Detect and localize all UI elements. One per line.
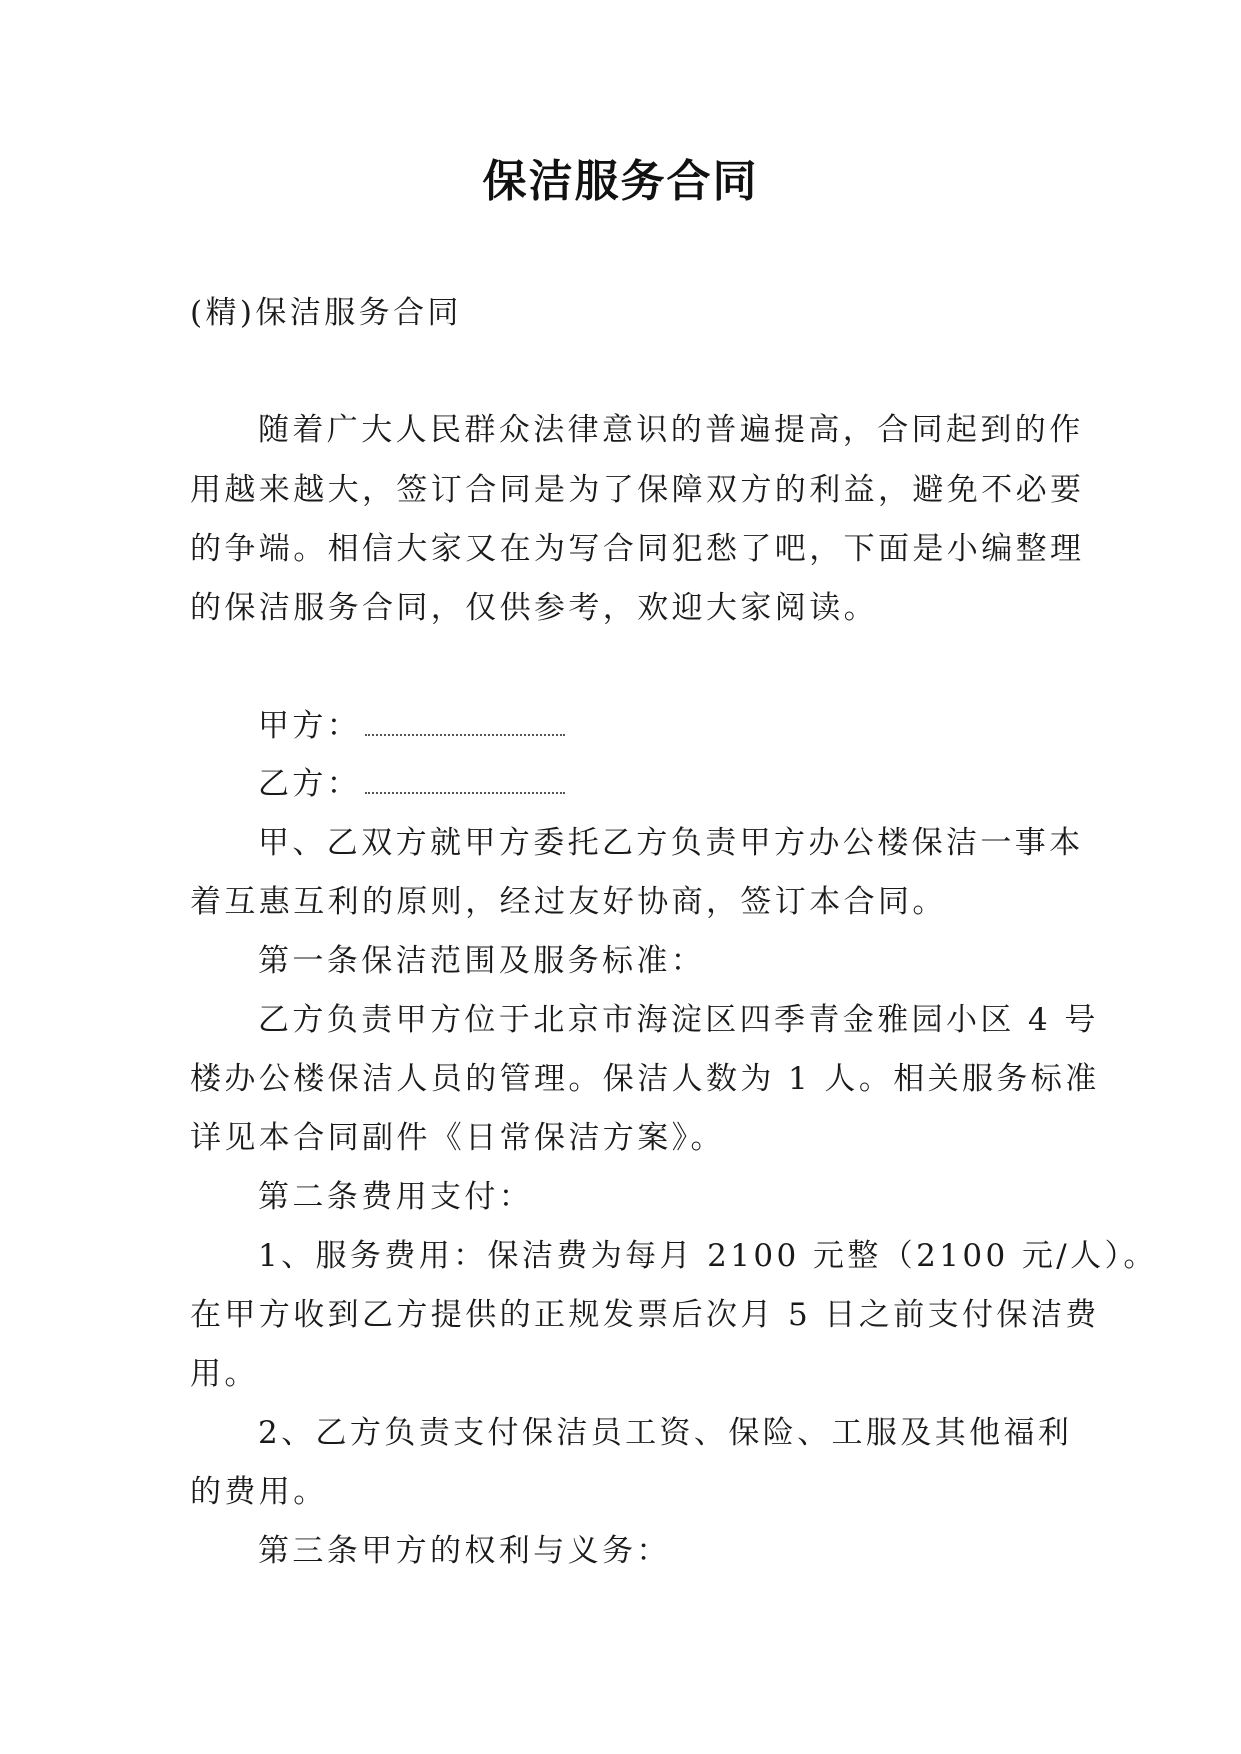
document-title: 保洁服务合同 — [482, 156, 759, 207]
intro-line-1: 随着广大人民群众法律意识的普遍提高，合同起到的作 — [258, 412, 1084, 448]
document-subtitle: (精)保洁服务合同 — [190, 295, 462, 331]
intro-line-4: 的保洁服务合同，仅供参考，欢迎大家阅读。 — [190, 590, 878, 626]
body-line-2: 着互惠互利的原则，经过友好协商，签订本合同。 — [190, 884, 947, 920]
party-a-line — [258, 706, 565, 746]
body-line-4: 乙方负责甲方位于北京市海淀区四季青金雅园小区 4 号 — [258, 1002, 1099, 1038]
section-heading-2: 第二条费用支付： — [258, 1179, 534, 1215]
body-line-8: 1、服务费用：保洁费为每月 2100 元整（2100 元/人）。 — [258, 1238, 1158, 1274]
party-a-label: 甲方： — [258, 708, 362, 744]
party-b-label: 乙方： — [258, 766, 362, 802]
body-line-12: 的费用。 — [190, 1474, 328, 1510]
body-line-6: 详见本合同副件《日常保洁方案》。 — [190, 1120, 725, 1156]
body-line-11: 2、乙方负责支付保洁员工资、保险、工服及其他福利 — [258, 1415, 1073, 1451]
party-a-blank-field — [365, 730, 565, 736]
body-line-1: 甲、乙双方就甲方委托乙方负责甲方办公楼保洁一事本 — [258, 825, 1084, 861]
intro-line-3: 的争端。相信大家又在为写合同犯愁了吧，下面是小编整理 — [190, 531, 1085, 567]
body-line-10: 用。 — [190, 1356, 259, 1392]
party-b-blank-field — [365, 788, 565, 794]
body-line-9: 在甲方收到乙方提供的正规发票后次月 5 日之前支付保洁费 — [190, 1297, 1100, 1333]
section-heading-3: 第三条甲方的权利与义务： — [258, 1533, 671, 1569]
body-line-5: 楼办公楼保洁人员的管理。保洁人数为 1 人。相关服务标准 — [190, 1061, 1100, 1097]
intro-line-2: 用越来越大，签订合同是为了保障双方的利益，避免不必要 — [190, 472, 1085, 508]
section-heading-1: 第一条保洁范围及服务标准： — [258, 943, 706, 979]
party-b-line — [258, 764, 565, 804]
